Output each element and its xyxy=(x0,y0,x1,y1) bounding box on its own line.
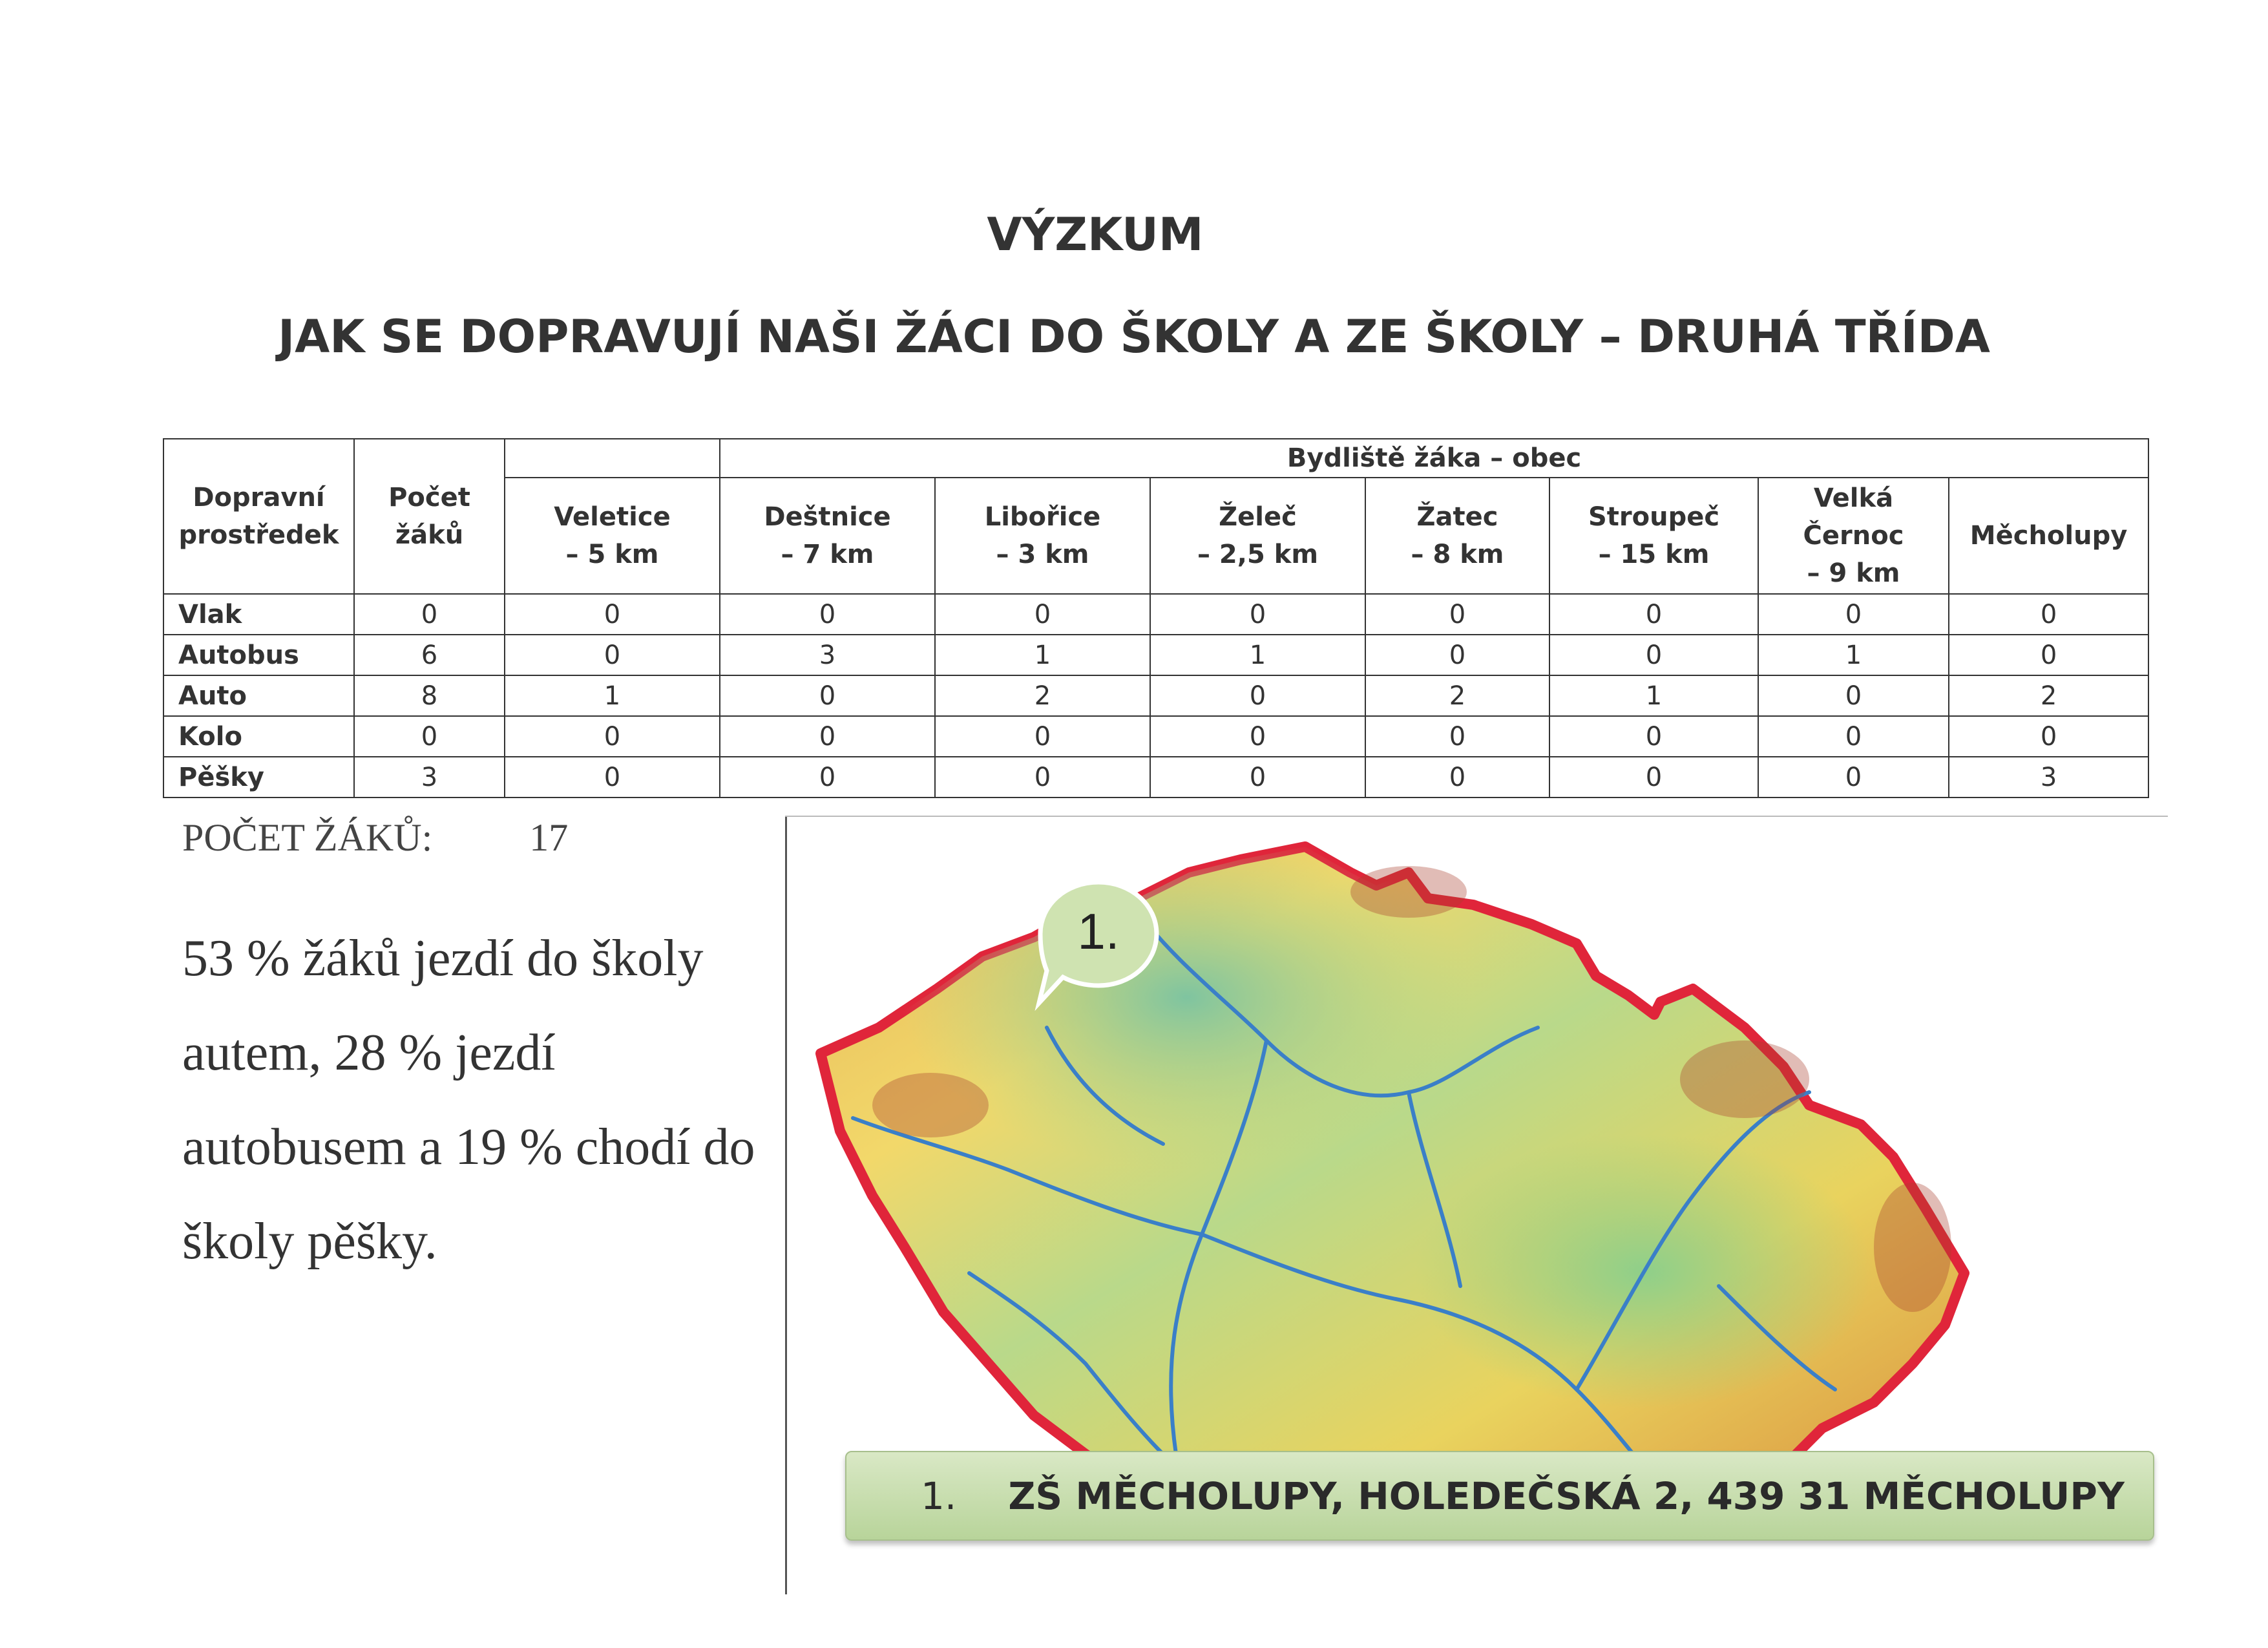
header-town-line: – 7 km xyxy=(781,540,874,569)
header-town-line: – 3 km xyxy=(996,540,1089,569)
caption-text: ZŠ MĚCHOLUPY, HOLEDEČSKÁ 2, 439 31 MĚCHOLUPY xyxy=(1008,1474,2125,1518)
table-row xyxy=(163,757,2148,798)
school-caption xyxy=(845,1451,2154,1541)
row-count: 8 xyxy=(354,675,505,716)
table-cell: 0 xyxy=(935,716,1150,757)
header-town-0 xyxy=(505,478,720,594)
total-students xyxy=(182,816,568,860)
table-cell: 0 xyxy=(505,716,720,757)
row-count: 0 xyxy=(354,716,505,757)
header-group-residence: Bydliště žáka – obec xyxy=(720,439,2148,478)
transport-table xyxy=(163,438,2149,798)
header-town-line: Měcholupy xyxy=(1969,521,2128,551)
table-cell: 0 xyxy=(1758,675,1949,716)
table-cell: 1 xyxy=(1549,675,1758,716)
header-transport-line1: Dopravní xyxy=(193,483,325,512)
table-cell: 0 xyxy=(1549,635,1758,675)
table-cell: 0 xyxy=(720,594,935,635)
header-count-line1: Počet xyxy=(388,483,470,512)
table-row xyxy=(163,594,2148,635)
header-town-6 xyxy=(1758,478,1949,594)
header-town-line: Deštnice xyxy=(764,502,891,532)
row-count: 0 xyxy=(354,594,505,635)
summary-text: 53 % žáků jezdí do školy autem, 28 % jezdí autobusem a 19 % chodí do školy pěšky. xyxy=(182,930,755,1270)
table-cell: 0 xyxy=(935,757,1150,798)
header-town-line: – 5 km xyxy=(565,540,659,569)
header-town-7 xyxy=(1949,478,2148,594)
header-blank xyxy=(505,439,720,478)
row-label: Kolo xyxy=(163,716,354,757)
table-cell: 0 xyxy=(505,594,720,635)
header-town-line: Černoc xyxy=(1803,521,1904,551)
row-label: Vlak xyxy=(163,594,354,635)
table-cell: 0 xyxy=(1949,635,2148,675)
header-town-line: Stroupeč xyxy=(1588,502,1720,532)
table-cell: 0 xyxy=(1150,757,1365,798)
table-cell: 0 xyxy=(1758,716,1949,757)
header-town-4 xyxy=(1365,478,1549,594)
header-transport xyxy=(163,439,354,594)
header-count-line2: žáků xyxy=(395,520,464,550)
table-cell: 0 xyxy=(1549,757,1758,798)
table-cell: 2 xyxy=(1949,675,2148,716)
row-label: Pěšky xyxy=(163,757,354,798)
table-cell: 0 xyxy=(1150,594,1365,635)
table-cell: 3 xyxy=(1949,757,2148,798)
table-cell: 0 xyxy=(1549,716,1758,757)
table-row xyxy=(163,635,2148,675)
table-cell: 0 xyxy=(720,757,935,798)
header-transport-line2: prostředek xyxy=(178,520,339,550)
table-row xyxy=(163,675,2148,716)
table-cell: 0 xyxy=(1949,716,2148,757)
header-town-3 xyxy=(1150,478,1365,594)
table-cell: 0 xyxy=(1949,594,2148,635)
table-cell: 0 xyxy=(1549,594,1758,635)
table-cell: 0 xyxy=(1150,675,1365,716)
table-cell: 1 xyxy=(935,635,1150,675)
caption-number: 1. xyxy=(921,1474,957,1518)
table-cell: 0 xyxy=(1365,757,1549,798)
marker-label: 1. xyxy=(1077,903,1120,960)
header-town-line: Žatec xyxy=(1416,502,1498,532)
row-label: Autobus xyxy=(163,635,354,675)
header-count xyxy=(354,439,505,594)
table-row xyxy=(163,716,2148,757)
table-cell: 1 xyxy=(1758,635,1949,675)
table-cell: 0 xyxy=(720,716,935,757)
header-town-2 xyxy=(935,478,1150,594)
header-town-5 xyxy=(1549,478,1758,594)
header-town-line: – 9 km xyxy=(1807,558,1900,588)
row-label: Auto xyxy=(163,675,354,716)
table-cell: 0 xyxy=(1758,757,1949,798)
table-cell: 3 xyxy=(720,635,935,675)
table-cell: 0 xyxy=(1365,716,1549,757)
header-town-line: – 8 km xyxy=(1411,540,1504,569)
header-town-line: Libořice xyxy=(984,502,1101,532)
page-subtitle: JAK SE DOPRAVUJÍ NAŠI ŽÁCI DO ŠKOLY A ZE ŠKOLY – DRUHÁ TŘÍDA xyxy=(278,310,1990,363)
table-cell: 1 xyxy=(1150,635,1365,675)
table-cell: 0 xyxy=(505,635,720,675)
table-cell: 0 xyxy=(1365,635,1549,675)
table-cell: 0 xyxy=(935,594,1150,635)
header-town-line: – 2,5 km xyxy=(1197,540,1318,569)
table-cell: 2 xyxy=(935,675,1150,716)
page-title: VÝZKUM xyxy=(987,208,1204,261)
table-cell: 2 xyxy=(1365,675,1549,716)
total-label: POČET ŽÁKŮ: xyxy=(182,816,433,859)
table-cell: 0 xyxy=(505,757,720,798)
table-cell: 0 xyxy=(1365,594,1549,635)
horizontal-divider xyxy=(785,816,2168,817)
header-town-line: Želeč xyxy=(1219,502,1297,532)
total-value: 17 xyxy=(529,816,569,859)
row-count: 6 xyxy=(354,635,505,675)
header-town-line: Veletice xyxy=(554,502,671,532)
table-cell: 0 xyxy=(1150,716,1365,757)
header-town-line: Velká xyxy=(1813,483,1894,513)
table-cell: 1 xyxy=(505,675,720,716)
header-town-1 xyxy=(720,478,935,594)
row-count: 3 xyxy=(354,757,505,798)
table-cell: 0 xyxy=(1758,594,1949,635)
header-town-line: – 15 km xyxy=(1598,540,1710,569)
table-cell: 0 xyxy=(720,675,935,716)
